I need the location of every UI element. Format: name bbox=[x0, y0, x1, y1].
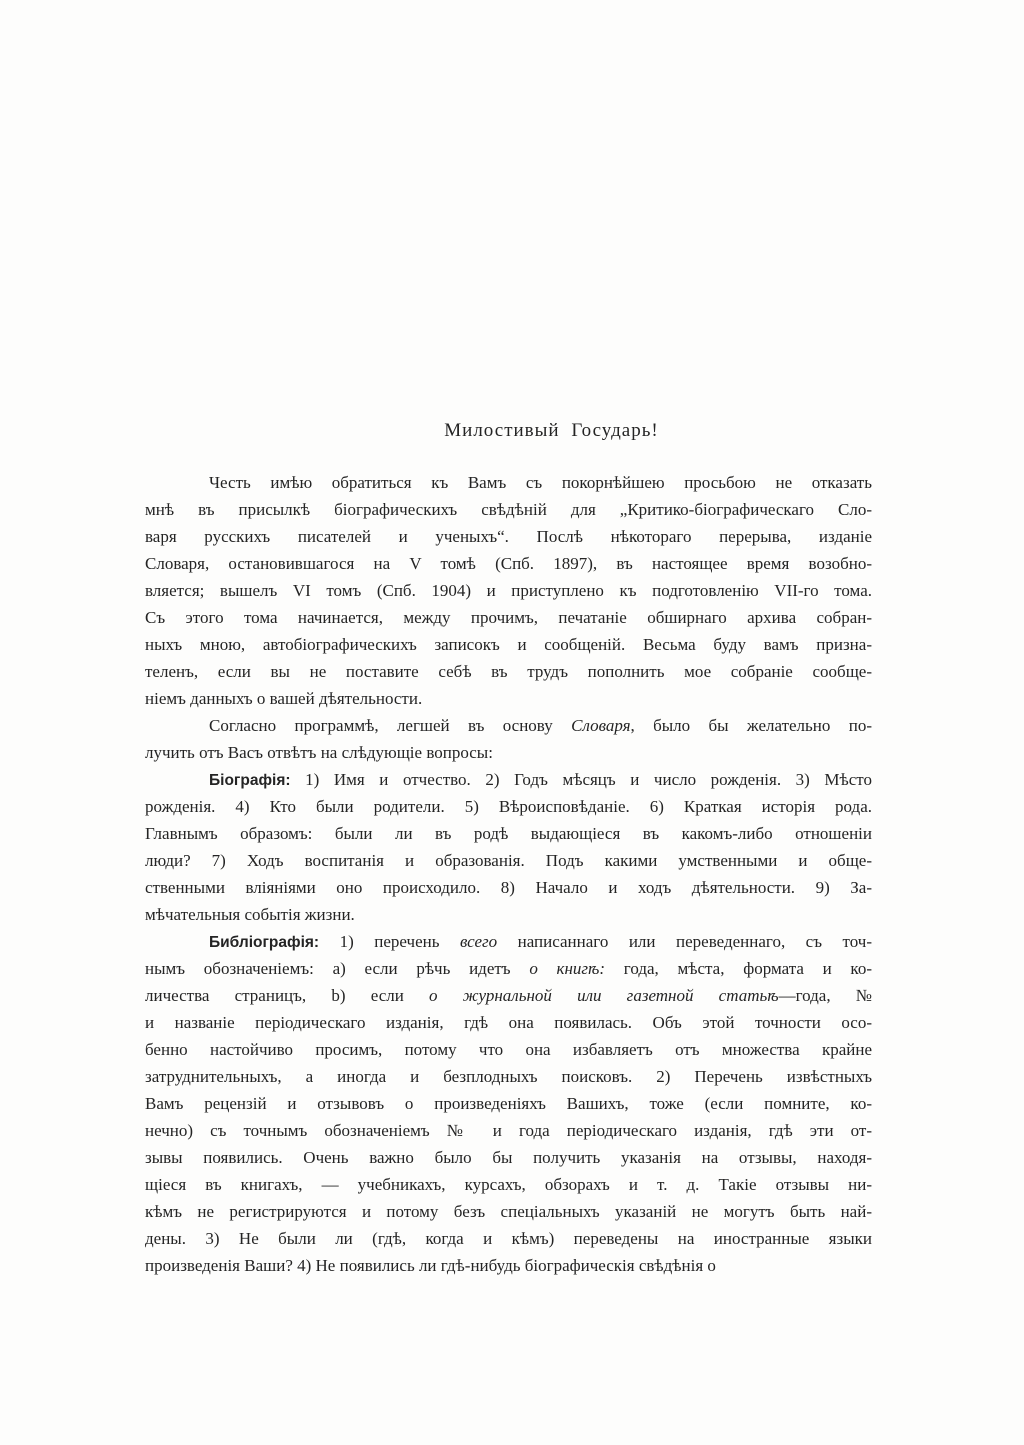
text-segment: года, мѣста, формата и ко- bbox=[605, 959, 872, 978]
text-line bbox=[145, 1117, 872, 1144]
text-segment: люди? 7) Ходъ воспитанія и образованія. Подъ какими умственными и обще- bbox=[145, 851, 872, 870]
letter-body bbox=[145, 469, 872, 1279]
text-line bbox=[145, 496, 872, 523]
text-line bbox=[145, 766, 872, 793]
text-segment: щіеся въ книгахъ, — учебникахъ, курсахъ, обзорахъ и т. д. Такіе отзывы ни- bbox=[145, 1175, 872, 1194]
text-line bbox=[145, 1144, 872, 1171]
text-segment: ныхъ мною, автобіографическихъ записокъ и сообщеній. Весьма буду вамъ призна- bbox=[145, 635, 872, 654]
text-segment: 1) Имя и отчество. 2) Годъ мѣсяцъ и число рожденія. 3) Мѣсто bbox=[290, 770, 872, 789]
text-line bbox=[145, 604, 872, 631]
text-line bbox=[145, 1171, 872, 1198]
bold-text-segment: Библіографія: bbox=[209, 934, 320, 951]
text-segment: зывы появились. Очень важно было бы получить указанія на отзывы, находя- bbox=[145, 1148, 872, 1167]
text-line bbox=[145, 685, 872, 712]
italic-text-segment: Словаря bbox=[571, 716, 631, 735]
text-segment: затруднительныхъ, а иногда и безплодныхъ поисковъ. 2) Перечень извѣстныхъ bbox=[145, 1067, 872, 1086]
text-line bbox=[145, 874, 872, 901]
text-line bbox=[145, 955, 872, 982]
text-line bbox=[145, 820, 872, 847]
text-line bbox=[145, 1090, 872, 1117]
text-segment: 1) перечень bbox=[319, 932, 460, 951]
text-segment: написаннаго или переведеннаго, съ точ- bbox=[497, 932, 872, 951]
text-line bbox=[145, 793, 872, 820]
text-segment: Словаря, остановившагося на V томѣ (Спб. 1897), въ настоящее время возобно- bbox=[145, 554, 872, 573]
text-segment: —года, № bbox=[778, 986, 872, 1005]
text-segment: рожденія. 4) Кто были родители. 5) Вѣроисповѣданіе. 6) Краткая исторія рода. bbox=[145, 797, 872, 816]
text-line bbox=[145, 928, 872, 955]
text-line bbox=[145, 1198, 872, 1225]
text-line bbox=[145, 847, 872, 874]
salutation-heading: Милостивый Государь! bbox=[444, 420, 659, 441]
italic-text-segment: всего bbox=[459, 932, 498, 951]
text-segment: Согласно программѣ, легшей въ основу bbox=[209, 716, 572, 735]
text-segment: дены. 3) Не были ли (гдѣ, когда и кѣмъ) переведены на иностранные языки bbox=[145, 1229, 872, 1248]
text-line bbox=[145, 577, 872, 604]
italic-text-segment: о книгѣ: bbox=[529, 959, 606, 978]
text-segment: Вамъ рецензій и отзывовъ о произведеніяхъ Вашихъ, тоже (если помните, ко- bbox=[145, 1094, 872, 1113]
text-line bbox=[145, 1036, 872, 1063]
text-segment: варя русскихъ писателей и ученыхъ“. Послѣ нѣкотораго перерыва, изданіе bbox=[145, 527, 872, 546]
text-segment: ніемъ данныхъ о вашей дѣятельности. bbox=[145, 689, 423, 708]
text-line bbox=[145, 712, 872, 739]
text-segment: ственными вліяніями оно происходило. 8) Начало и ходъ дѣятельности. 9) За- bbox=[145, 878, 872, 897]
text-line bbox=[145, 469, 872, 496]
text-line bbox=[145, 550, 872, 577]
text-line bbox=[145, 1063, 872, 1090]
text-segment: мѣчательныя событія жизни. bbox=[145, 905, 355, 924]
text-line bbox=[145, 739, 872, 766]
text-segment: лучить отъ Васъ отвѣтъ на слѣдующіе вопросы: bbox=[145, 743, 493, 762]
text-segment: нечно) съ точнымъ обозначеніемъ № и года періодическаго изданія, гдѣ эти от- bbox=[145, 1121, 872, 1140]
text-line bbox=[145, 1009, 872, 1036]
text-segment: теленъ, если вы не поставите себѣ въ трудъ пополнить мое собраніе сообще- bbox=[145, 662, 872, 681]
text-line bbox=[145, 901, 872, 928]
text-segment: Съ этого тома начинается, между прочимъ, печатаніе обширнаго архива собран- bbox=[145, 608, 872, 627]
text-segment: кѣмъ не регистрируются и потому безъ спеціальныхъ указаній не могутъ быть най- bbox=[145, 1202, 872, 1221]
text-segment: произведенія Ваши? 4) Не появились ли гдѣ-нибудь біографическія свѣдѣнія о bbox=[145, 1256, 716, 1275]
text-line bbox=[145, 523, 872, 550]
text-line bbox=[145, 631, 872, 658]
text-segment: личества страницъ, b) если bbox=[145, 986, 430, 1005]
text-line bbox=[145, 1225, 872, 1252]
text-segment: , было бы желательно по- bbox=[630, 716, 872, 735]
bold-text-segment: Біографія: bbox=[209, 772, 291, 789]
text-segment: Главнымъ образомъ: были ли въ родѣ выдающіеся въ какомъ-либо отношеніи bbox=[145, 824, 872, 843]
text-segment: нымъ обозначеніемъ: а) если рѣчь идетъ bbox=[145, 959, 530, 978]
text-line bbox=[145, 982, 872, 1009]
text-segment: вляется; вышелъ VI томъ (Спб. 1904) и приступлено къ подготовленію VII-го тома. bbox=[145, 581, 872, 600]
text-line bbox=[145, 658, 872, 685]
italic-text-segment: о журнальной или газетной статьѣ bbox=[429, 986, 779, 1005]
text-line bbox=[145, 1252, 872, 1279]
text-segment: бенно настойчиво просимъ, потому что она избавляетъ отъ множества крайне bbox=[145, 1040, 872, 1059]
text-segment: Честь имѣю обратиться къ Вамъ съ покорнѣйшею просьбою не отказать bbox=[209, 473, 872, 492]
text-segment: мнѣ въ присылкѣ біографическихъ свѣдѣній для „Критико-біографическаго Сло- bbox=[145, 500, 872, 519]
text-segment: и названіе періодическаго изданія, гдѣ она появилась. Объ этой точности осо- bbox=[145, 1013, 872, 1032]
